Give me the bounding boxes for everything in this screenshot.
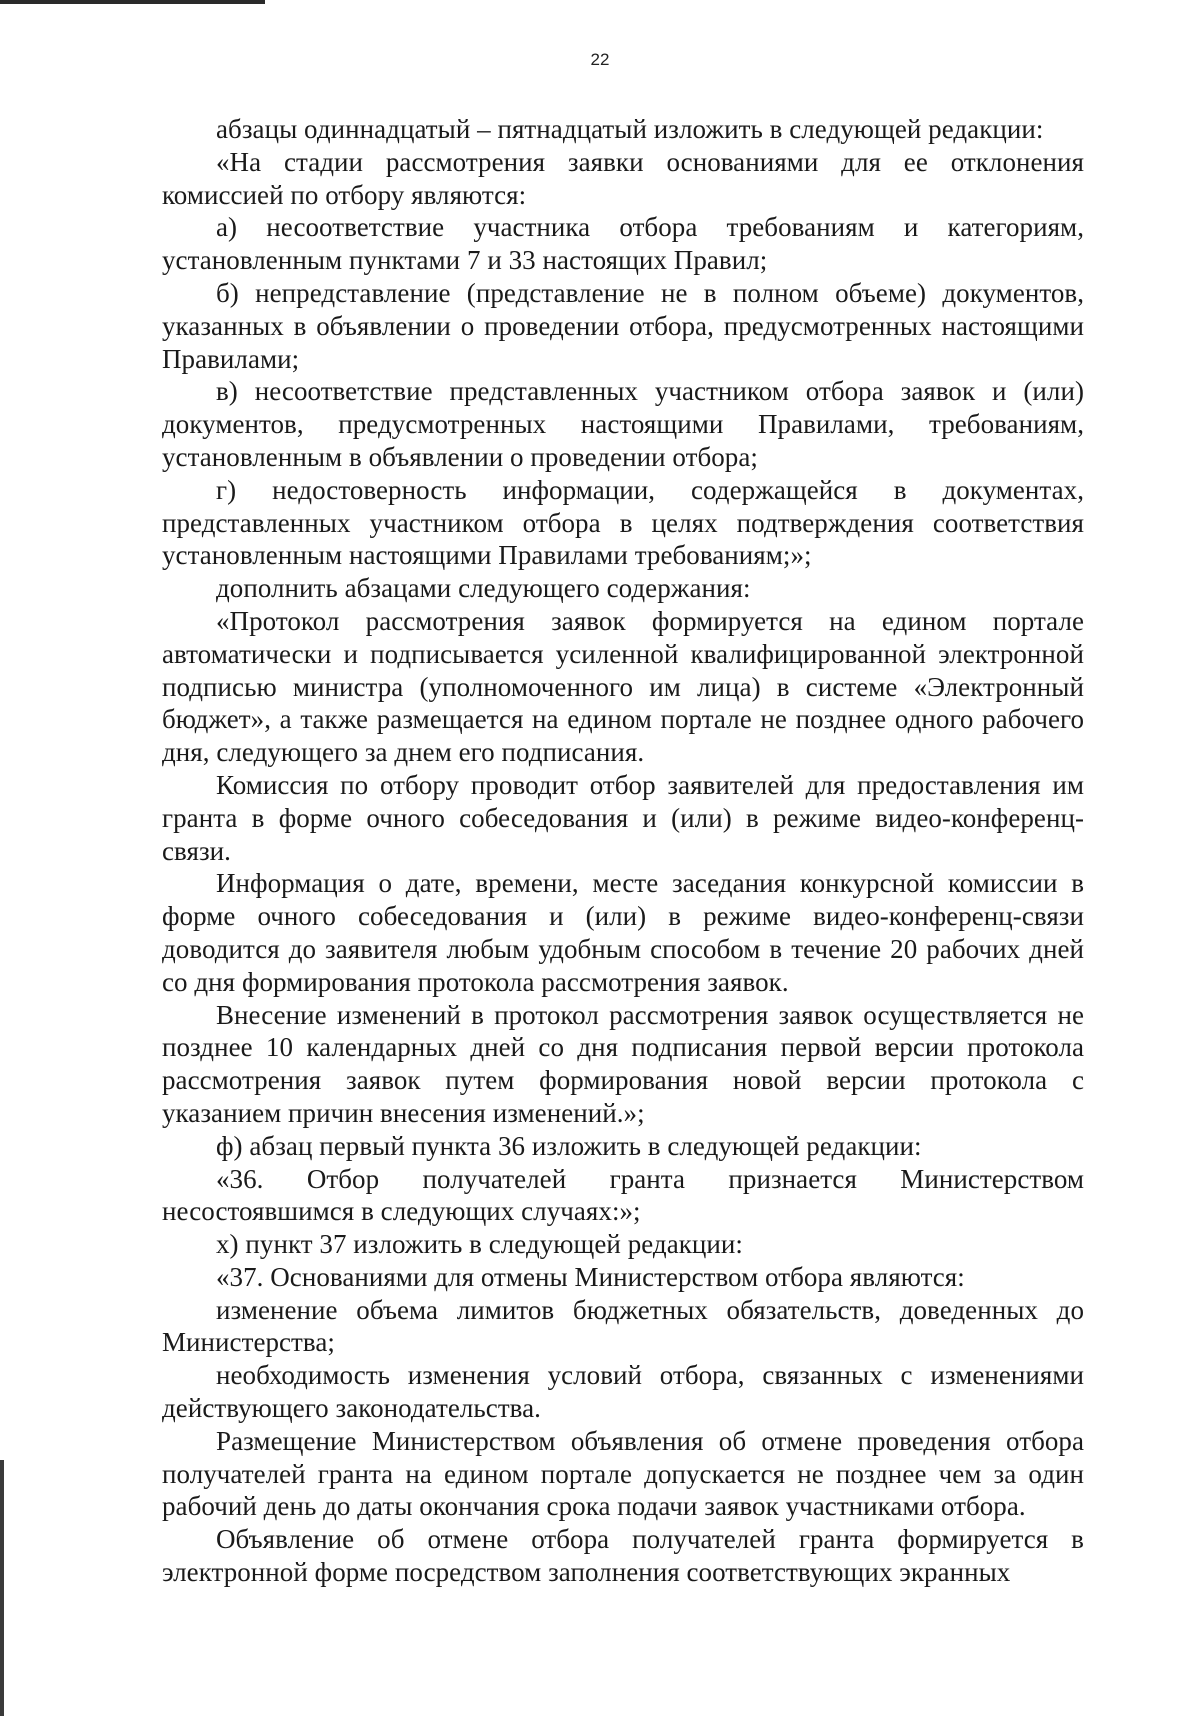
paragraph: «Протокол рассмотрения заявок формируется на едином портале автоматически и подписывается усиленной квалифицированной электронной подписью министра (уполномоченного им лица) в системе «Электронный бюджет», а также размещается на едином портале не позднее одного рабочего дня, следующего за днем его подписания. — [162, 605, 1084, 768]
paragraph: х) пункт 37 изложить в следующей редакции: — [216, 1229, 743, 1260]
paragraph: а) несоответствие участника отбора требованиям и категориям, установленным пунктами 7 и 33 настоящих Правил; — [162, 212, 1084, 276]
scan-edge-mark-top — [0, 0, 265, 4]
paragraph: Комиссия по отбору проводит отбор заявителей для предоставления им гранта в форме очного собеседования и (или) в режиме видео-конференц-связи. — [162, 769, 1084, 866]
paragraph: «На стадии рассмотрения заявки основаниями для ее отклонения комиссией по отбору являются: — [162, 146, 1084, 210]
paragraph: изменение объема лимитов бюджетных обязательств, доведенных до Министерства; — [162, 1294, 1084, 1358]
paragraph: Объявление об отмене отбора получателей гранта формируется в электронной форме посредством заполнения соответствующих экранных — [162, 1524, 1084, 1588]
page-number: 22 — [590, 50, 610, 69]
document-body — [162, 113, 1084, 1589]
paragraph: Размещение Министерством объявления об отмене проведения отбора получателей гранта на едином портале допускается не позднее чем за один рабочий день до даты окончания срока подачи заявок участниками отбора. — [162, 1425, 1084, 1522]
paragraph: в) несоответствие представленных участником отбора заявок и (или) документов, предусмотренных настоящими Правилами, требованиям, установленным в объявлении о проведении отбора; — [162, 376, 1084, 472]
paragraph: Внесение изменений в протокол рассмотрения заявок осуществляется не позднее 10 календарных дней со дня подписания первой версии протокола рассмотрения заявок путем формирования новой версии протокола с указанием причин внесения изменений.»; — [162, 999, 1084, 1128]
paragraph: «36. Отбор получателей гранта признается Министерством несостоявшимся в следующих случаях:»; — [162, 1163, 1084, 1227]
paragraph: Информация о дате, времени, месте заседания конкурсной комиссии в форме очного собеседования и (или) в режиме видео-конференц-связи доводится до заявителя любым удобным способом в течение 20 рабочих дней со дня формирования протокола рассмотрения заявок. — [162, 868, 1084, 997]
paragraph: г) недостоверность информации, содержащейся в документах, представленных участником отбора в целях подтверждения соответствия установленным настоящими Правилами требованиям;»; — [162, 474, 1084, 571]
paragraph: «37. Основаниями для отмены Министерством отбора являются: — [216, 1261, 965, 1292]
paragraph: б) непредставление (представление не в полном объеме) документов, указанных в объявлении о проведении отбора, предусмотренных настоящими Правилами; — [162, 277, 1084, 374]
paragraph: дополнить абзацами следующего содержания: — [216, 573, 751, 604]
paragraph: необходимость изменения условий отбора, связанных с изменениями действующего законодательства. — [162, 1360, 1084, 1424]
scan-edge-mark-left — [0, 1460, 4, 1716]
paragraph: абзацы одиннадцатый – пятнадцатый изложить в следующей редакции: — [216, 114, 1044, 144]
paragraph: ф) абзац первый пункта 36 изложить в следующей редакции: — [216, 1130, 922, 1161]
